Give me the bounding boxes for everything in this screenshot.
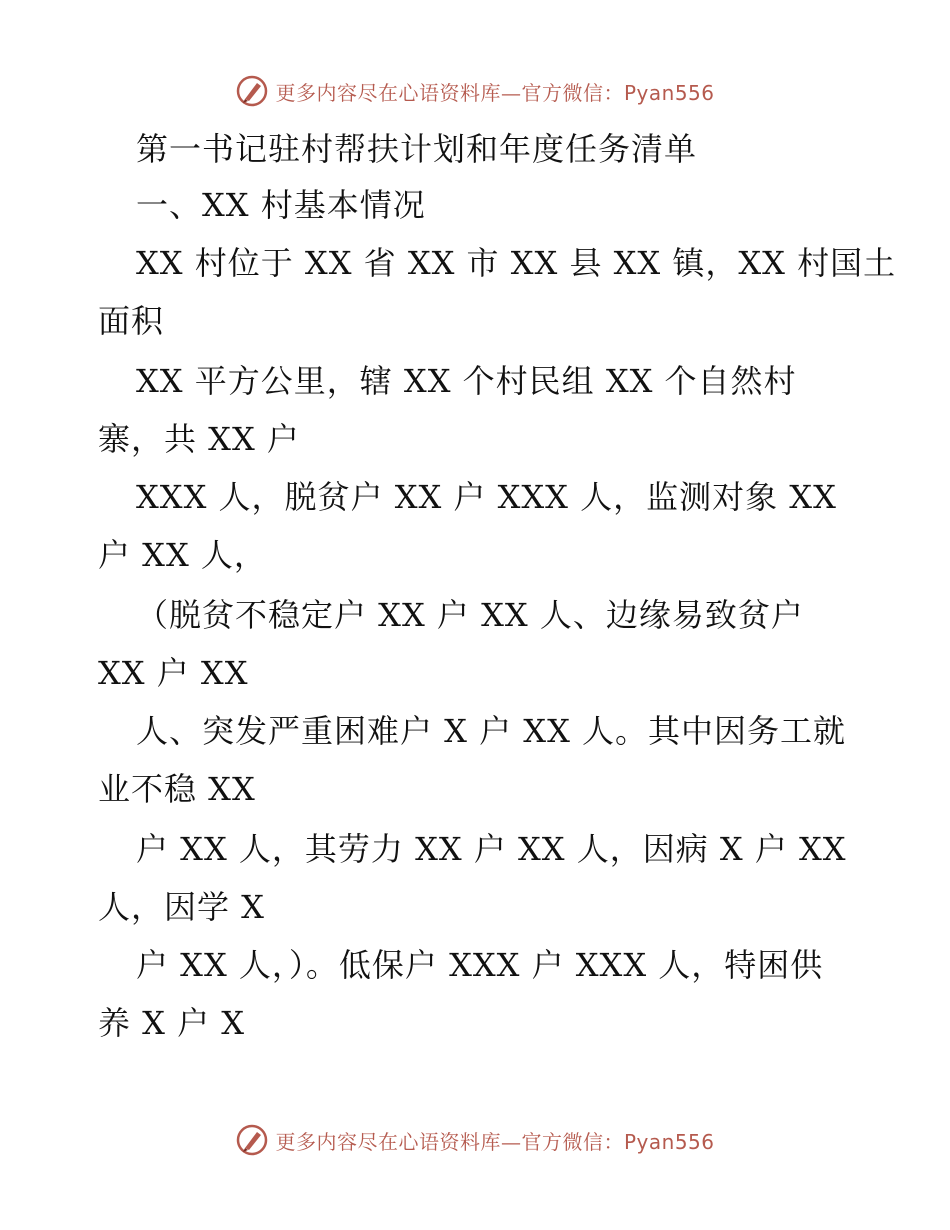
watermark-text: 更多内容尽在心语资料库—官方微信：Pyan556 (275, 1129, 715, 1154)
wechat-id: Pyan556 (623, 1129, 715, 1154)
paragraph-line: 户 XX 人， (98, 536, 267, 574)
pen-circle-logo-icon (235, 1123, 269, 1157)
paragraph-line: 户 XX 人，其劳力 XX 户 XX 人，因病 X 户 XX (136, 830, 847, 868)
paragraph-line: 户 XX 人，）。低保户 XXX 户 XXX 人，特困供 (136, 946, 824, 984)
paragraph-line: 面积 (98, 302, 165, 340)
paragraph-line: （脱贫不稳定户 XX 户 XX 人、边缘易致贫户 (136, 596, 804, 634)
pen-circle-logo-icon (235, 74, 269, 108)
paragraph-line: 人，因学 X (98, 888, 265, 926)
watermark-text: 更多内容尽在心语资料库—官方微信：Pyan556 (275, 80, 715, 105)
paragraph-line: XXX 人，脱贫户 XX 户 XXX 人，监测对象 XX (136, 478, 837, 516)
paragraph-line: XX 平方公里，辖 XX 个村民组 XX 个自然村 (136, 362, 797, 400)
paragraph-line: 寨，共 XX 户 (98, 420, 300, 458)
section-heading: 一、XX 村基本情况 (136, 186, 426, 224)
header-watermark (0, 71, 950, 111)
paragraph-line: 人、突发严重困难户 X 户 XX 人。其中因务工就 (136, 712, 847, 750)
document-title: 第一书记驻村帮扶计划和年度任务清单 (136, 130, 698, 168)
paragraph-line: XX 村位于 XX 省 XX 市 XX 县 XX 镇，XX 村国土 (136, 244, 897, 282)
wechat-id: Pyan556 (623, 80, 715, 105)
paragraph-line: 业不稳 XX (98, 770, 256, 808)
paragraph-line: XX 户 XX (98, 654, 249, 692)
paragraph-line: 养 X 户 X (98, 1004, 246, 1042)
footer-watermark (0, 1120, 950, 1160)
